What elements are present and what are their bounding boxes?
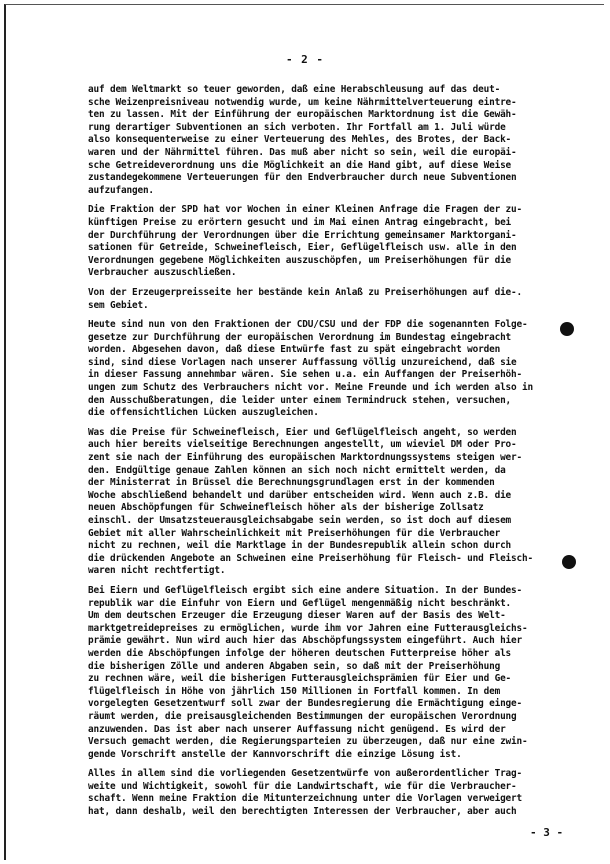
page-number: - 2 - [285,53,325,66]
paragraph-eggs-poultry-situation: Bei Eiern und Geflügelfleisch ergibt sich eine andere Situation. In der Bundes- republik war die Einfuhr von Eiern und Geflügel mengenmäßig nicht beschränkt. Um dem deutschen Erzeuger die Erzeugung dieser Waren auf der Basis des Welt- marktgetreidepreises zu ermöglichen, wurde ihm vor Jahren eine Futterausgleichs- prämie gewährt. Nun wird auch hier das Abschöpfungssystem eingeführt. Auch hier werden die Abschöpfungen infolge der höheren deutschen Futterpreise höher als die bisherigen Zölle und anderen Abgaben sein, so daß mit der Preiserhöhung zu rechnen wäre, weil die bisherigen Futterausgleichsprämien für Eier und Ge- flügelfleisch in Höhe von jährlich 150 Millionen in Fortfall kommen. In dem vorgelegten Gesetzentwurf soll zwar der Bundesregierung die Ermächtigung einge- räumt werden, die preisausgleichenden Bestimmungen der europäischen Verordnung anzuwenden. Das ist aber nach unserer Auffassung nicht genügend. Es wird der Versuch gemacht werden, die Regierungsparteien zu überzeugen, daß nur eine zwin- gende Vorschrift anstelle der Kannvorschrift die einzige Lösung ist. [88,584,528,760]
paragraph-producer-prices: Von der Erzeugerpreisseite her bestände kein Anlaß zu Preiserhöhungen auf die-. sem Gebiet. [88,286,523,311]
paragraph-pork-eggs-poultry: Was die Preise für Schweinefleisch, Eier und Geflügelfleisch angeht, so werden auch hier bereits vielseitige Berechnungen angestellt, um wieviel DM oder Pro- zent sie nach der Einführung des europäischen Marktordnungssystems steigen wer- den. Endgültige genaue Zahlen können an sich noch nicht ermittelt werden, da der Ministerrat in Brüssel die Berechnungsgrundlagen erst in der kommenden Woche abschließend behandelt und darüber entscheiden wird. Wenn auch z.B. die neuen Abschöpfungen für Schweinefleisch höher als der bisherige Zollsatz einschl. der Umsatzsteuerausgleichsabgabe sein werden, so ist doch auf diesem Gebiet mit aller Wahrscheinlichkeit mit Preiserhöhungen für die Verbraucher nicht zu rechnen, weil die Marktlage in der Bundesrepublik allein schon durch die drückenden Angebote an Schweinen eine Preiserhöhung für Fleisch- und Fleisch- waren nicht rechtfertigt. [88,426,534,577]
paragraph-subsidies: auf dem Weltmarkt so teuer geworden, daß eine Herabschleusung auf das deut- sche Weizenpreisniveau notwendig wurde, um keine Nährmittelverteuerung eintre- ten zu lassen. Mit der Einführung der europäischen Marktordnung ist die Gewäh- rung derartiger Subventionen an sich verboten. Ihr Fortfall am 1. Juli würde also konsequenterweise zu einer Verteuerung des Mehles, des Brotes, der Back- waren und der Nährmittel führen. Das muß aber nicht so sein, weil die europäi- sche Getreideverordnung uns die Möglichkeit an die Hand gibt, auf diese Weise zustandegekommene Verteuerungen für den Endverbraucher durch neue Subventionen aufzufangen. [88,84,517,196]
document-body [88,84,594,826]
continuation-marker: - 3 - [530,826,564,839]
punch-hole-mark [560,322,574,336]
punch-hole-mark [562,555,576,569]
paragraph-spd-inquiry: Die Fraktion der SPD hat vor Wochen in einer Kleinen Anfrage die Fragen der zu- künftigen Preise zu erörtern gesucht und im Mai einen Antrag eingebracht, bei der Durchführung der Verordnungen über die Errichtung gemeinsamer Marktorgani- sationen für Getreide, Schweinefleisch, Eier, Geflügelfleisch usw. alle in den Verordnungen gegebene Möglichkeiten auszuschöpfen, um Preiserhöhungen für die Verbraucher auszuschließen. [88,204,523,279]
paragraph-conclusion: Alles in allem sind die vorliegenden Gesetzentwürfe von außerordentlicher Trag- weite und Wichtigkeit, sowohl für die Landwirtschaft, wie für die Verbraucher- schaft. Wenn meine Fraktion die Mitunterzeichnung unter die Vorlagen verweigert hat, dann deshalb, weil den berechtigten Interessen der Verbraucher, aber auch [88,768,523,818]
paragraph-follow-up-laws: Heute sind nun von den Fraktionen der CDU/CSU und der FDP die sogenannten Folge- gesetze zur Durchführung der europäischen Verordnung im Bundestag eingebracht worden. Abgesehen davon, daß diese Entwürfe fast zu spät eingebracht worden sind, sind diese Vorlagen nach unserer Auffassung völlig unzureichend, daß sie in dieser Fassung annehmbar wären. Sie sehen u.a. ein Auffangen der Preiserhöh- ungen zum Schutz des Verbrauchers nicht vor. Meine Freunde und ich werden also in den Ausschußberatungen, die leider unter einem Termindruck stehen, versuchen, die offensichtlichen Lücken auszugleichen. [88,319,534,419]
